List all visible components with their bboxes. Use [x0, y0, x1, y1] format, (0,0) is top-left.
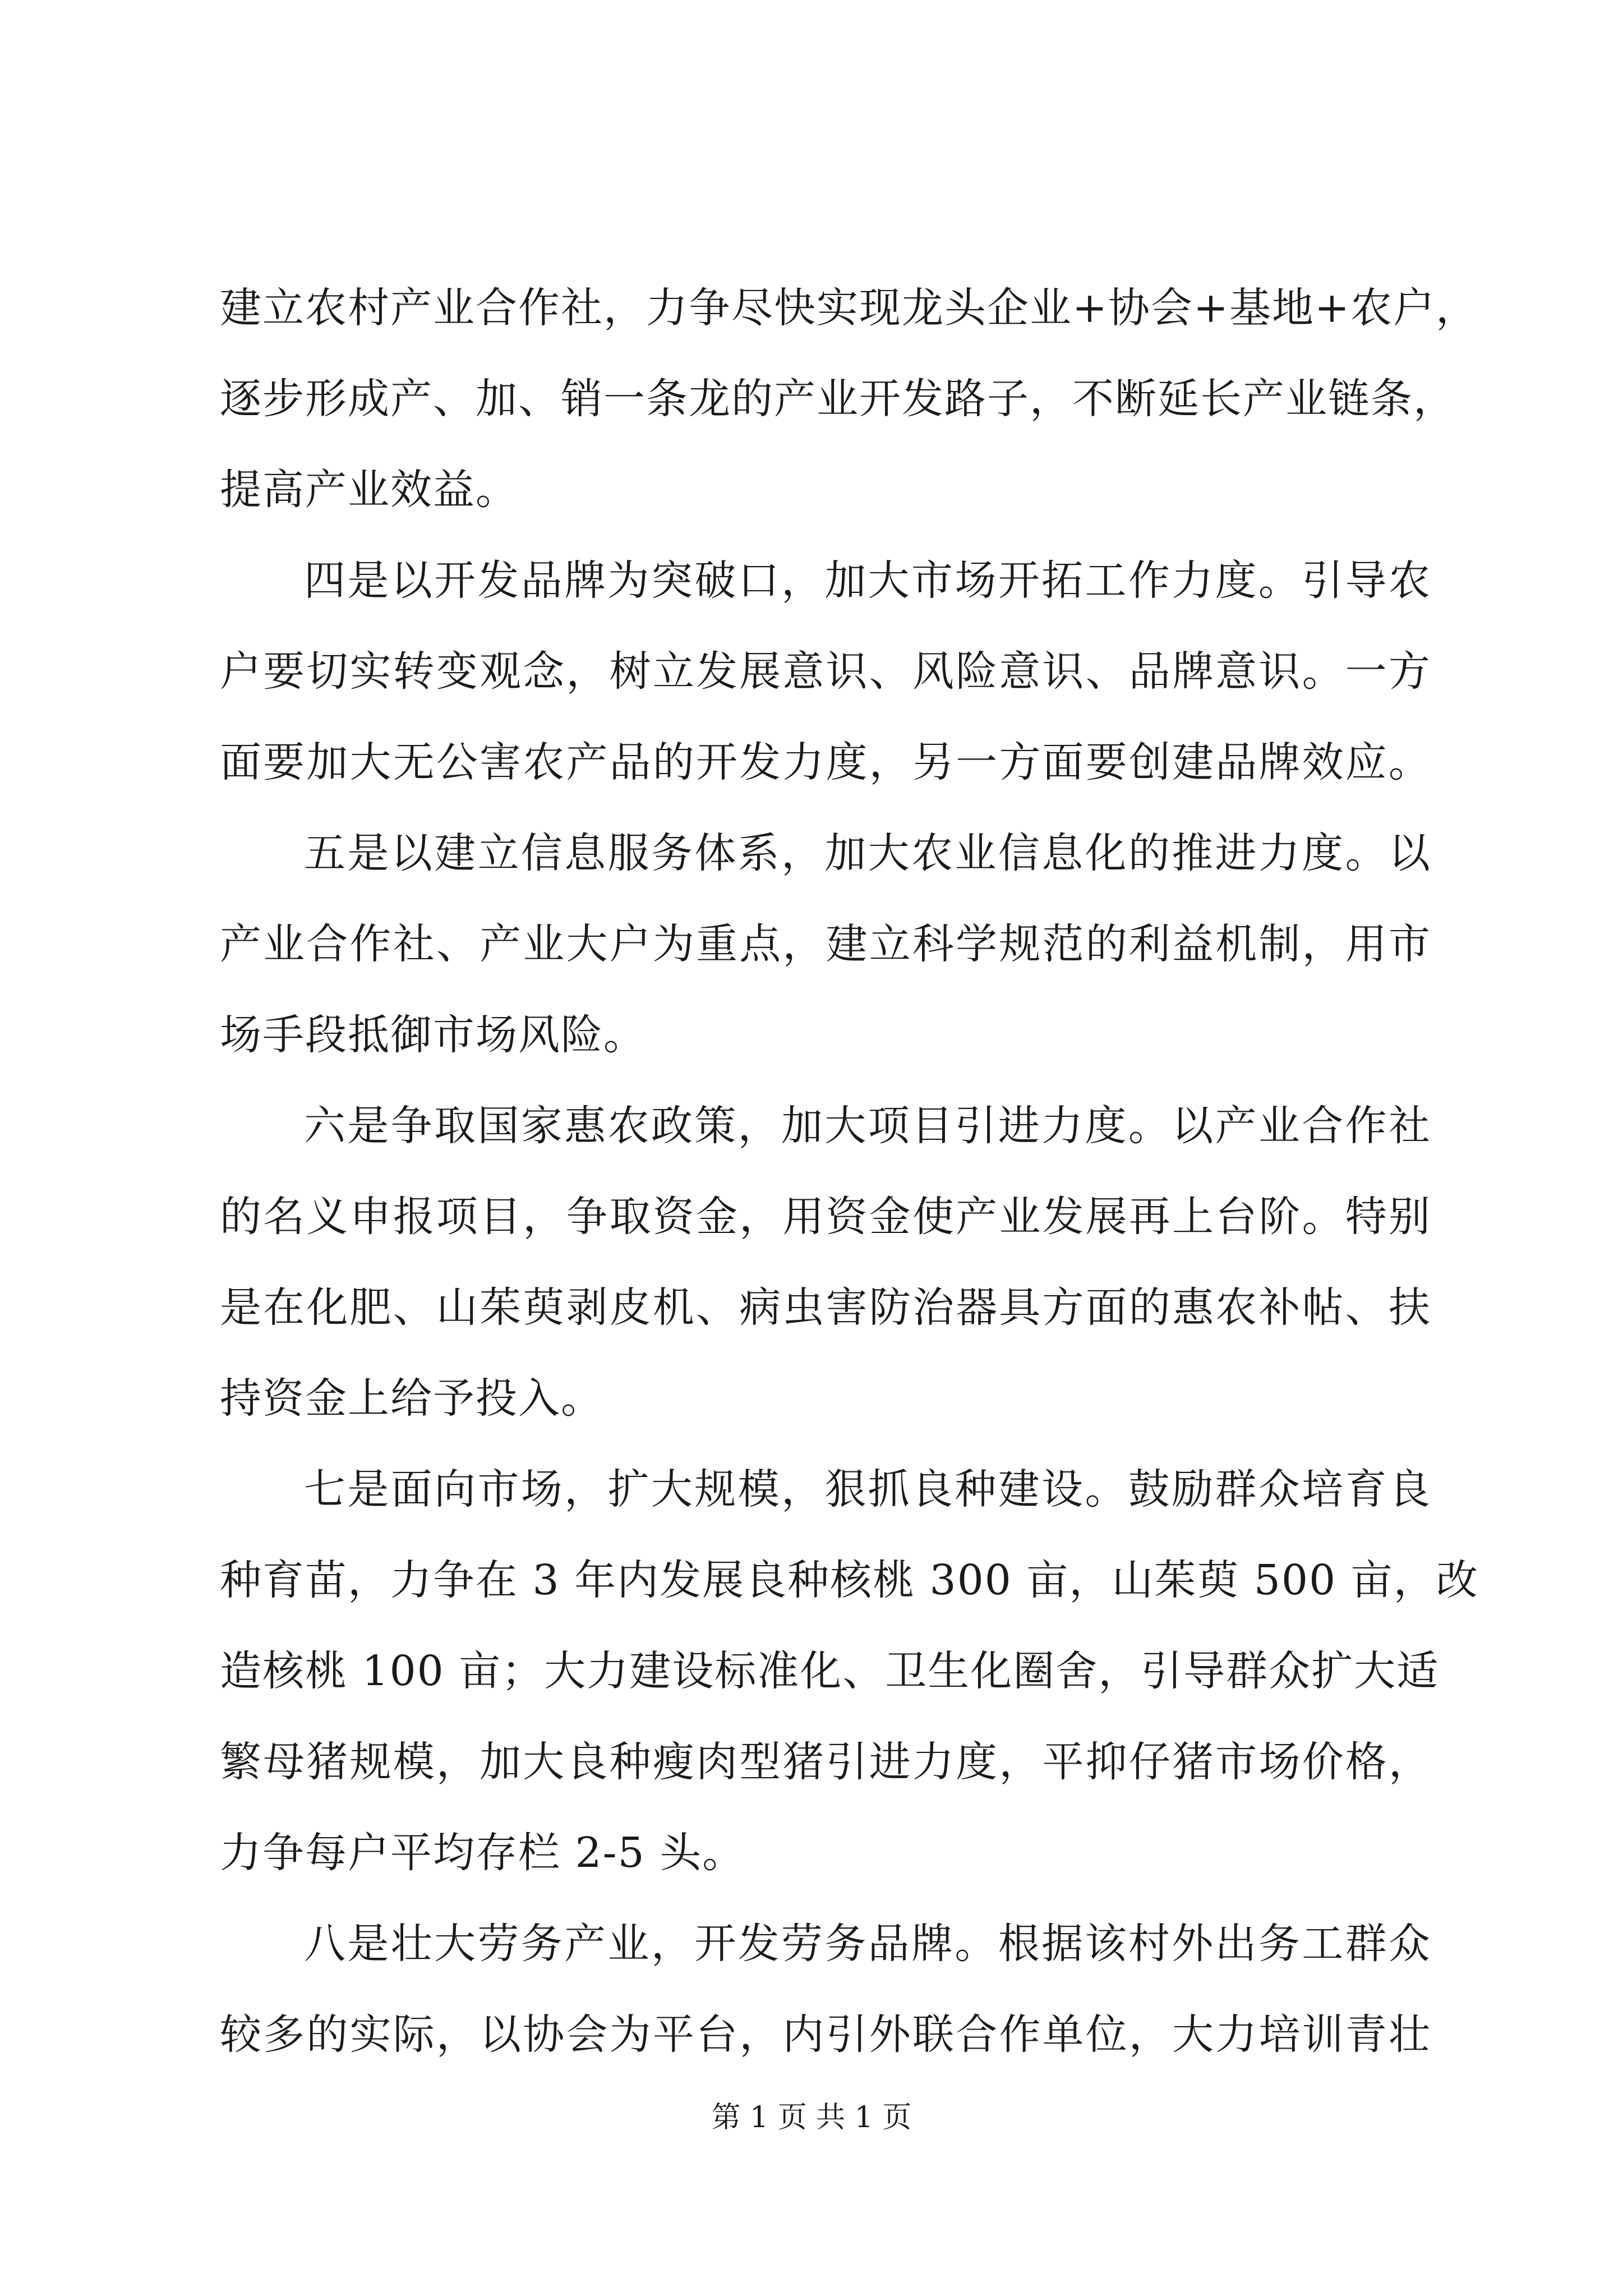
text-line: 造核桃 100 亩；大力建设标准化、卫生化圈舍，引导群众扩大适: [220, 1647, 1440, 1695]
paragraph-5: [220, 1444, 1479, 1898]
text-line: 面要加大无公害农产品的开发力度，另一方面要创建品牌效应。: [220, 738, 1431, 786]
paragraph-2: [220, 535, 1431, 808]
page-footer: [0, 2098, 1623, 2137]
paragraph-1: [220, 263, 1479, 535]
text-line: 八是壮大劳务产业，开发劳务品牌。根据该村外出务工群众: [304, 1920, 1431, 1968]
text-line: 四是以开发品牌为突破口，加大市场开拓工作力度。引导农: [304, 556, 1431, 605]
text-line: 持资金上给予投入。: [220, 1374, 603, 1423]
paragraph-3: [220, 808, 1431, 1080]
text-line: 力争每户平均存栏 2-5 头。: [220, 1829, 745, 1877]
text-line: 种育苗，力争在 3 年内发展良种核桃 300 亩，山茱萸 500 亩，改: [220, 1556, 1479, 1604]
text-line: 产业合作社、产业大户为重点，建立科学规范的利益机制，用市: [220, 920, 1431, 968]
text-line: 五是以建立信息服务体系，加大农业信息化的推进力度。以: [304, 829, 1431, 877]
paragraph-6: [220, 1898, 1431, 2080]
text-line: 繁母猪规模，加大良种瘦肉型猪引进力度，平抑仔猪市场价格，: [220, 1738, 1431, 1786]
text-line: 逐步形成产、加、销一条龙的产业开发路子，不断延长产业链条，: [220, 375, 1456, 423]
text-line: 提高产业效益。: [220, 466, 518, 514]
body-text: [220, 263, 1479, 2080]
text-line: 是在化肥、山茱萸剥皮机、病虫害防治器具方面的惠农补帖、扶: [220, 1283, 1431, 1332]
text-line: 建立农村产业合作社，力争尽快实现龙头企业+协会+基地+农户，: [220, 284, 1479, 332]
text-line: 的名义申报项目，争取资金，用资金使产业发展再上台阶。特别: [220, 1193, 1431, 1241]
text-line: 七是面向市场，扩大规模，狠抓良种建设。鼓励群众培育良: [304, 1465, 1431, 1513]
text-line: 场手段抵御市场风险。: [220, 1011, 646, 1059]
text-line: 户要切实转变观念，树立发展意识、风险意识、品牌意识。一方: [220, 647, 1431, 696]
text-line: 六是争取国家惠农政策，加大项目引进力度。以产业合作社: [304, 1102, 1431, 1150]
text-line: 较多的实际，以协会为平台，内引外联合作单位，大力培训青壮: [220, 2010, 1431, 2059]
paragraph-4: [220, 1080, 1431, 1444]
page-number-label: 第 1 页 共 1 页: [711, 2101, 912, 2134]
